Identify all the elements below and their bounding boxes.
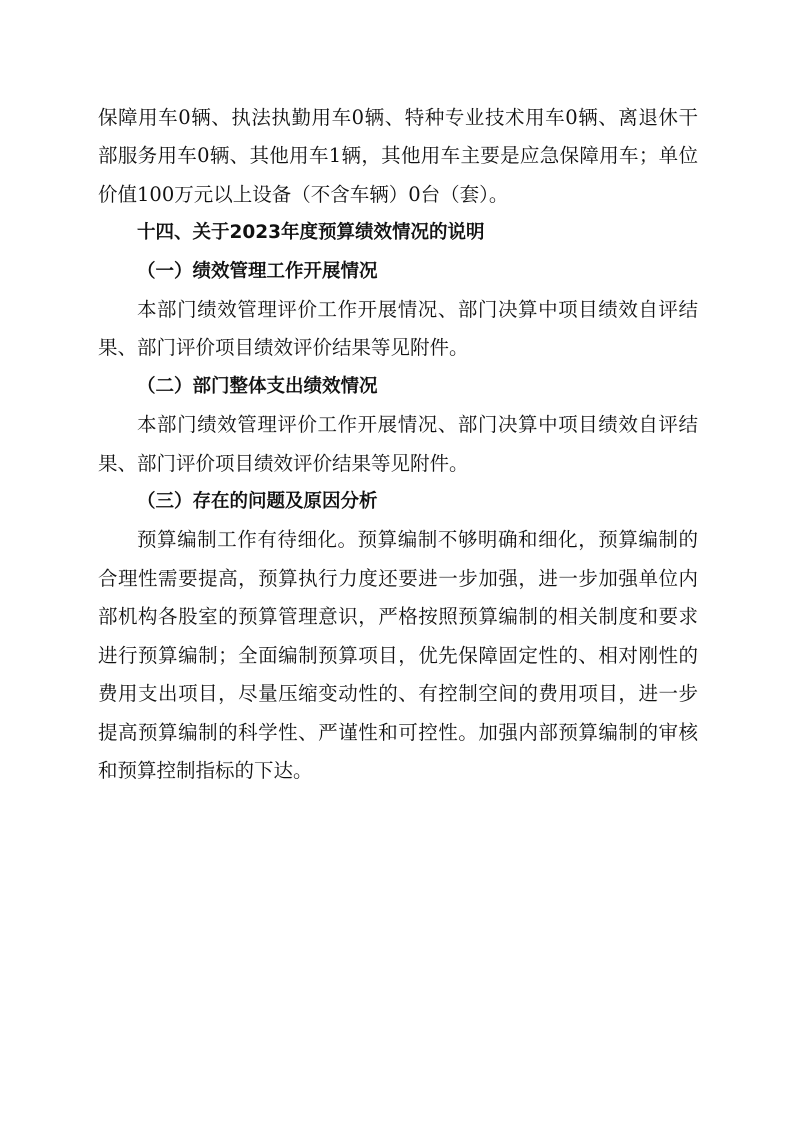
intro-paragraph: 保障用车0辆、执法执勤用车0辆、特种专业技术用车0辆、离退休干部服务用车0辆、其他用车1辆，其他用车主要是应急保障用车；单位价值100万元以上设备（不含车辆）0台（套）。 bbox=[98, 106, 698, 206]
subsection-2-body: 本部门绩效管理评价工作开展情况、部门决算中项目绩效自评结果、部门评价项目绩效评价结果等见附件。 bbox=[98, 413, 698, 475]
subsection-3-body: 预算编制工作有待细化。预算编制不够明确和细化，预算编制的合理性需要提高，预算执行力度还要进一步加强，进一步加强单位内部机构各股室的预算管理意识，严格按照预算编制的相关制度和要求进行预算编制；全面编制预算项目，优先保障固定性的、相对刚性的费用支出项目，尽量压缩变动性的、有控制空间的费用项目，进一步提高预算编制的科学性、严谨性和可控性。加强内部预算编制的审核和预算控制指标的下达。 bbox=[98, 528, 698, 782]
section-heading: 十四、关于2023年度预算绩效情况的说明 bbox=[137, 222, 485, 244]
subsection-1-heading: （一）绩效管理工作开展情况 bbox=[137, 260, 378, 282]
document-body bbox=[98, 99, 698, 790]
subsection-3-heading: （三）存在的问题及原因分析 bbox=[137, 491, 378, 513]
subsection-1-body: 本部门绩效管理评价工作开展情况、部门决算中项目绩效自评结果、部门评价项目绩效评价结果等见附件。 bbox=[98, 298, 698, 360]
subsection-2-heading: （二）部门整体支出绩效情况 bbox=[137, 375, 378, 397]
